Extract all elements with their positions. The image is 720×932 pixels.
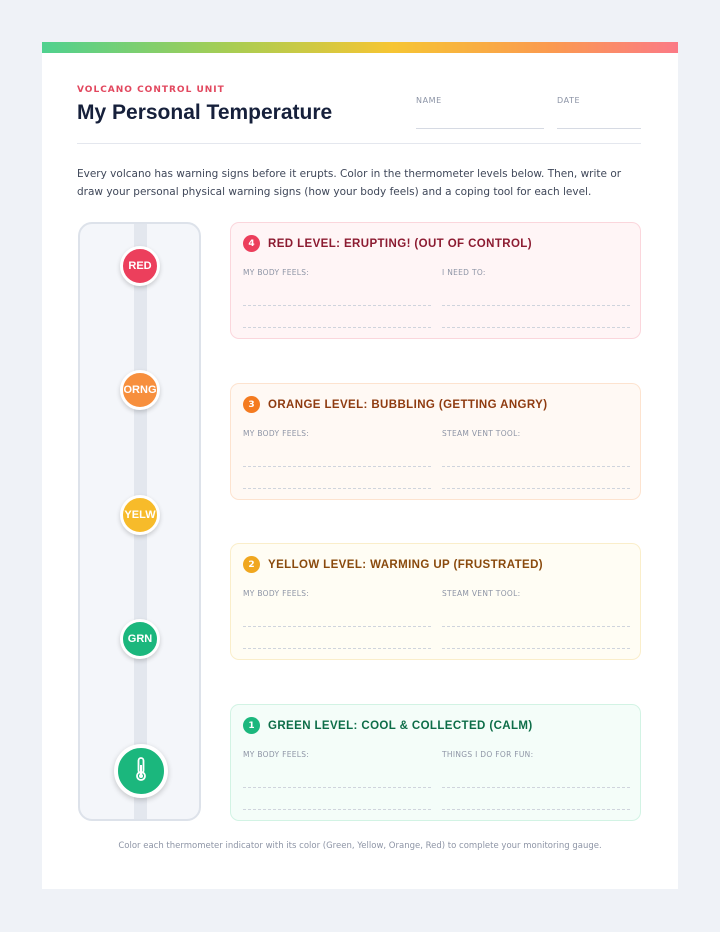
body-feels-label: MY BODY FEELS: xyxy=(243,750,310,759)
fun-activities-line-2[interactable] xyxy=(442,809,630,810)
red-level-title: RED LEVEL: ERUPTING! (OUT OF CONTROL) xyxy=(268,237,532,250)
green-level-indicator[interactable]: GRN xyxy=(120,619,160,659)
coping-label: STEAM VENT TOOL: xyxy=(442,429,521,438)
body-feels-line-2[interactable] xyxy=(243,809,431,810)
body-feels-line-2[interactable] xyxy=(243,488,431,489)
date-label: DATE xyxy=(557,96,581,105)
name-label: NAME xyxy=(416,96,442,105)
body-feels-line-2[interactable] xyxy=(243,327,431,328)
thermometer-bulb xyxy=(114,744,168,798)
orange-level-indicator[interactable]: ORNG xyxy=(120,370,160,410)
coping-line-1[interactable] xyxy=(442,466,630,467)
body-feels-label: MY BODY FEELS: xyxy=(243,268,310,277)
date-field[interactable] xyxy=(557,128,641,129)
green-level-card xyxy=(230,704,641,821)
instructions-text: Every volcano has warning signs before it erupts. Color in the thermometer levels below. Then, write or draw your personal physical warning signs (how your body feels) and a coping tool for each level. xyxy=(77,168,622,198)
level-number-badge: 2 xyxy=(243,556,260,573)
page-title: My Personal Temperature xyxy=(77,101,333,124)
body-feels-label: MY BODY FEELS: xyxy=(243,429,310,438)
body-feels-line-1[interactable] xyxy=(243,787,431,788)
orange-level-card xyxy=(230,383,641,500)
fun-activities-label: THINGS I DO FOR FUN: xyxy=(442,750,534,759)
orange-level-title: ORANGE LEVEL: BUBBLING (GETTING ANGRY) xyxy=(268,398,548,411)
coping-line-2[interactable] xyxy=(442,327,630,328)
gradient-top-bar xyxy=(42,42,678,53)
coping-line-1[interactable] xyxy=(442,305,630,306)
level-number-badge: 1 xyxy=(243,717,260,734)
header-divider xyxy=(77,143,641,144)
body-feels-label: MY BODY FEELS: xyxy=(243,589,310,598)
thermometer-icon xyxy=(132,756,150,786)
yellow-level-indicator[interactable]: YELW xyxy=(120,495,160,535)
yellow-level-card xyxy=(230,543,641,660)
coping-line-2[interactable] xyxy=(442,648,630,649)
body-feels-line-1[interactable] xyxy=(243,305,431,306)
worksheet xyxy=(42,42,678,889)
body-feels-line-1[interactable] xyxy=(243,626,431,627)
name-field[interactable] xyxy=(416,128,544,129)
footer-note: Color each thermometer indicator with its color (Green, Yellow, Orange, Red) to complete your monitoring gauge. xyxy=(118,841,602,851)
body-feels-line-1[interactable] xyxy=(243,466,431,467)
yellow-level-title: YELLOW LEVEL: WARMING UP (FRUSTRATED) xyxy=(268,558,544,571)
coping-line-1[interactable] xyxy=(442,626,630,627)
eyebrow-label: VOLCANO CONTROL UNIT xyxy=(77,85,225,95)
level-number-badge: 3 xyxy=(243,396,260,413)
green-level-title: GREEN LEVEL: COOL & COLLECTED (CALM) xyxy=(268,719,533,732)
red-level-card xyxy=(230,222,641,339)
coping-label: I NEED TO: xyxy=(442,268,486,277)
coping-line-2[interactable] xyxy=(442,488,630,489)
body-feels-line-2[interactable] xyxy=(243,648,431,649)
coping-label: STEAM VENT TOOL: xyxy=(442,589,521,598)
level-number-badge: 4 xyxy=(243,235,260,252)
red-level-indicator[interactable]: RED xyxy=(120,246,160,286)
fun-activities-line-1[interactable] xyxy=(442,787,630,788)
thermometer-gauge xyxy=(78,222,201,821)
